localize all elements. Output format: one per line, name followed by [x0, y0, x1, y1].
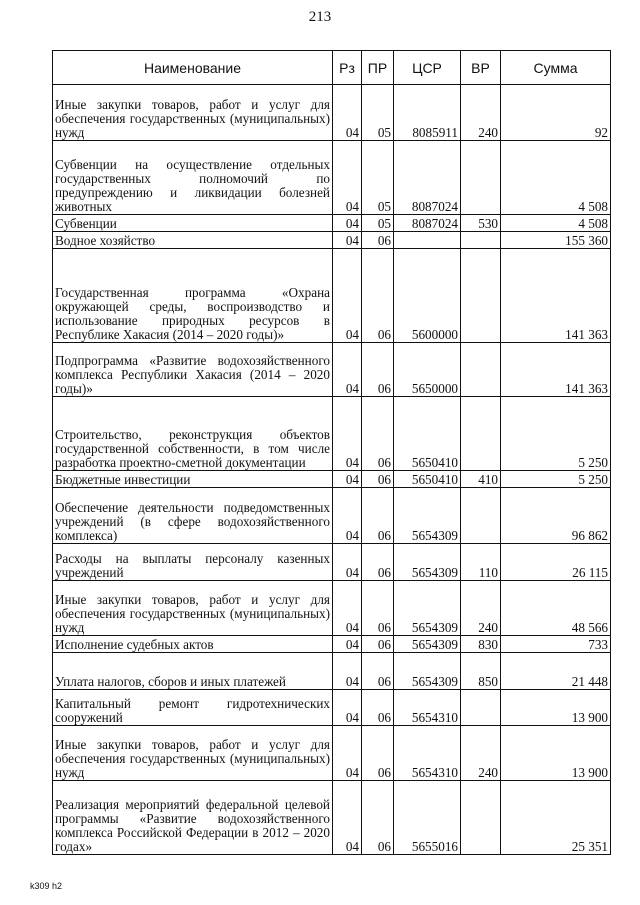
row-sum-cell: 92: [501, 85, 611, 141]
row-rz-cell: 04: [333, 653, 362, 690]
row-vr-cell: [461, 249, 501, 343]
row-rz-cell: 04: [333, 343, 362, 397]
row-rz-cell: 04: [333, 249, 362, 343]
row-csr-cell: 5655016: [394, 781, 461, 855]
row-vr-cell: [461, 781, 501, 855]
row-sum-cell: 141 363: [501, 343, 611, 397]
row-csr-cell: 5654309: [394, 636, 461, 653]
row-name-cell: Строительство, реконструкция объектов государственной собственности, в том числе разработка проектно-сметной документации: [53, 397, 333, 471]
row-name-cell: Обеспечение деятельности подведомственных учреждений (в сфере водохозяйственного комплекса): [53, 488, 333, 544]
row-rz-cell: 04: [333, 85, 362, 141]
table-row: [53, 232, 611, 249]
column-header-rz: Рз: [333, 51, 362, 85]
row-name-cell: Иные закупки товаров, работ и услуг для обеспечения государственных (муниципальных) нужд: [53, 726, 333, 781]
row-sum-cell: 25 351: [501, 781, 611, 855]
row-rz-cell: 04: [333, 690, 362, 726]
row-rz-cell: 04: [333, 397, 362, 471]
row-name-cell: Иные закупки товаров, работ и услуг для обеспечения государственных (муниципальных) нужд: [53, 85, 333, 141]
row-vr-cell: [461, 488, 501, 544]
row-pr-cell: 06: [362, 488, 394, 544]
row-pr-cell: 05: [362, 215, 394, 232]
table-row: [53, 397, 611, 471]
table-row: [53, 544, 611, 581]
row-name-cell: Реализация мероприятий федеральной целевой программы «Развитие водохозяйственного комплекса Российской Федерации в 2012 – 2020 годах»: [53, 781, 333, 855]
row-pr-cell: 06: [362, 581, 394, 636]
row-rz-cell: 04: [333, 581, 362, 636]
table-row: [53, 471, 611, 488]
row-name-cell: Расходы на выплаты персоналу казенных учреждений: [53, 544, 333, 581]
row-pr-cell: 06: [362, 544, 394, 581]
row-csr-cell: 5650410: [394, 397, 461, 471]
row-name-cell: Уплата налогов, сборов и иных платежей: [53, 653, 333, 690]
row-name-cell: Капитальный ремонт гидротехнических сооружений: [53, 690, 333, 726]
row-pr-cell: 06: [362, 471, 394, 488]
table-row: [53, 636, 611, 653]
column-header-csr: ЦСР: [394, 51, 461, 85]
table-row: [53, 581, 611, 636]
column-header-pr: ПР: [362, 51, 394, 85]
row-sum-cell: 141 363: [501, 249, 611, 343]
row-vr-cell: 410: [461, 471, 501, 488]
row-pr-cell: 05: [362, 141, 394, 215]
row-name-cell: Подпрограмма «Развитие водохозяйственного комплекса Республики Хакасия (2014 – 2020 годы)»: [53, 343, 333, 397]
row-vr-cell: 830: [461, 636, 501, 653]
row-pr-cell: 06: [362, 249, 394, 343]
table-row: [53, 781, 611, 855]
row-csr-cell: 5654309: [394, 488, 461, 544]
row-pr-cell: 06: [362, 690, 394, 726]
row-vr-cell: [461, 141, 501, 215]
row-vr-cell: 850: [461, 653, 501, 690]
table-header-row: [53, 51, 611, 85]
row-name-cell: Водное хозяйство: [53, 232, 333, 249]
column-header-sum: Сумма: [501, 51, 611, 85]
table-row: [53, 343, 611, 397]
row-name-cell: Исполнение судебных актов: [53, 636, 333, 653]
row-rz-cell: 04: [333, 232, 362, 249]
row-sum-cell: 21 448: [501, 653, 611, 690]
row-sum-cell: 155 360: [501, 232, 611, 249]
row-vr-cell: [461, 397, 501, 471]
row-sum-cell: 5 250: [501, 471, 611, 488]
row-sum-cell: 4 508: [501, 141, 611, 215]
row-name-cell: Бюджетные инвестиции: [53, 471, 333, 488]
row-csr-cell: 5654309: [394, 544, 461, 581]
table-row: [53, 85, 611, 141]
page-number: 213: [308, 9, 332, 25]
table-body: [53, 85, 611, 855]
row-name-cell: Иные закупки товаров, работ и услуг для обеспечения государственных (муниципальных) нужд: [53, 581, 333, 636]
footer-code: k309 h2: [30, 881, 63, 891]
row-rz-cell: 04: [333, 726, 362, 781]
row-vr-cell: [461, 690, 501, 726]
row-csr-cell: 5654309: [394, 653, 461, 690]
row-rz-cell: 04: [333, 141, 362, 215]
row-sum-cell: 4 508: [501, 215, 611, 232]
row-name-cell: Субвенции: [53, 215, 333, 232]
table-row: [53, 653, 611, 690]
row-name-cell: Государственная программа «Охрана окружающей среды, воспроизводство и использование природных ресурсов в Республике Хакасия (2014 – 2020 годы)»: [53, 249, 333, 343]
row-csr-cell: 5600000: [394, 249, 461, 343]
row-vr-cell: [461, 343, 501, 397]
row-rz-cell: 04: [333, 636, 362, 653]
row-pr-cell: 06: [362, 397, 394, 471]
table-row: [53, 690, 611, 726]
table-row: [53, 488, 611, 544]
row-rz-cell: 04: [333, 544, 362, 581]
column-header-name: Наименование: [53, 51, 333, 85]
row-pr-cell: 06: [362, 653, 394, 690]
row-pr-cell: 06: [362, 232, 394, 249]
row-rz-cell: 04: [333, 488, 362, 544]
table-row: [53, 215, 611, 232]
row-pr-cell: 06: [362, 343, 394, 397]
row-rz-cell: 04: [333, 781, 362, 855]
row-name-cell: Субвенции на осуществление отдельных государственных полномочий по предупреждению и ликвидации болезней животных: [53, 141, 333, 215]
row-sum-cell: 13 900: [501, 690, 611, 726]
table-row: [53, 249, 611, 343]
row-vr-cell: 240: [461, 581, 501, 636]
row-csr-cell: 5654309: [394, 581, 461, 636]
row-csr-cell: 5654310: [394, 726, 461, 781]
row-sum-cell: 96 862: [501, 488, 611, 544]
row-pr-cell: 06: [362, 726, 394, 781]
row-sum-cell: 733: [501, 636, 611, 653]
row-vr-cell: 110: [461, 544, 501, 581]
row-sum-cell: 26 115: [501, 544, 611, 581]
row-sum-cell: 13 900: [501, 726, 611, 781]
table-row: [53, 141, 611, 215]
row-sum-cell: 48 566: [501, 581, 611, 636]
column-header-vr: ВР: [461, 51, 501, 85]
row-rz-cell: 04: [333, 471, 362, 488]
budget-table: [52, 50, 611, 855]
row-pr-cell: 05: [362, 85, 394, 141]
row-pr-cell: 06: [362, 636, 394, 653]
row-pr-cell: 06: [362, 781, 394, 855]
row-rz-cell: 04: [333, 215, 362, 232]
row-vr-cell: 240: [461, 726, 501, 781]
table-row: [53, 726, 611, 781]
row-csr-cell: 5654310: [394, 690, 461, 726]
row-csr-cell: 8085911: [394, 85, 461, 141]
row-vr-cell: [461, 232, 501, 249]
row-csr-cell: 5650000: [394, 343, 461, 397]
row-csr-cell: [394, 232, 461, 249]
row-vr-cell: 240: [461, 85, 501, 141]
row-csr-cell: 8087024: [394, 141, 461, 215]
row-vr-cell: 530: [461, 215, 501, 232]
row-csr-cell: 8087024: [394, 215, 461, 232]
row-sum-cell: 5 250: [501, 397, 611, 471]
row-csr-cell: 5650410: [394, 471, 461, 488]
